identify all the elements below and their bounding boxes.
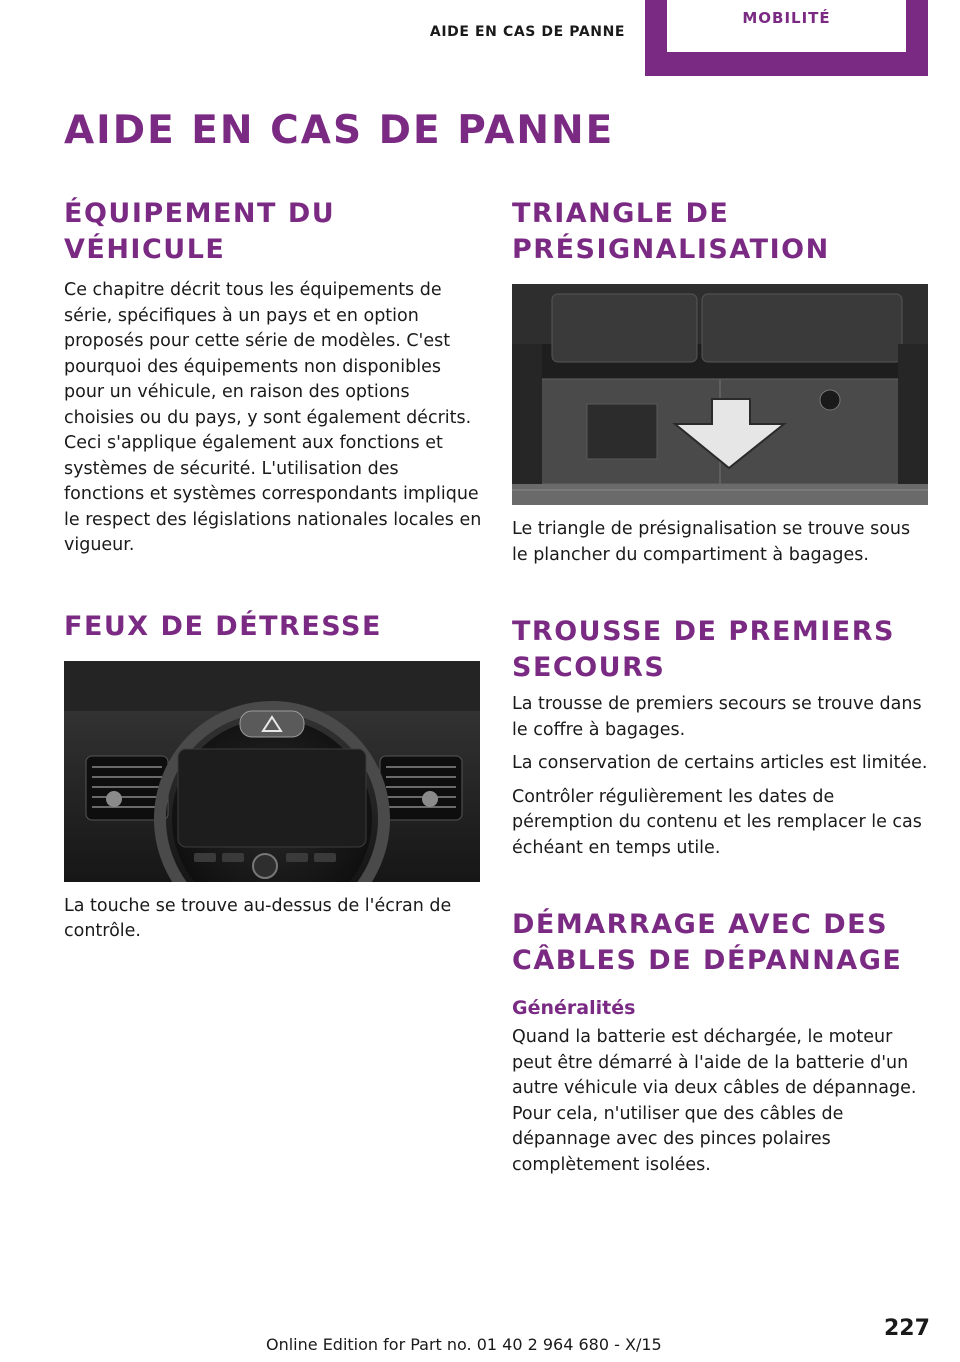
page-title: AIDE EN CAS DE PANNE (64, 108, 615, 153)
first-aid-paragraph-1: La trousse de premiers secours se trouve dans le coffre à bagages. (512, 694, 922, 740)
heading-first-aid-kit: TROUSSE DE PREMIERS SECOURS (512, 616, 895, 683)
page-number: 227 (884, 1316, 930, 1341)
right-column (512, 196, 930, 1178)
trunk-floor-arrow-image (512, 284, 928, 505)
equipment-body: Ce chapitre décrit tous les équipements de série, spécifiques à un pays et en option proposés pour cette série de modèles. C'est pourquoi des équipements non disponibles pour un véhicule, en raison des options choisies ou du pays, y sont également décrits. Ceci s'applique également aux fonctions et systèmes de sécurité. L'utilisation des fonctions et systèmes correspondants implique le respect des législations nationales locales en vigueur. (64, 280, 482, 555)
edition-footer: Online Edition for Part no. 01 40 2 964 680 - X/15 (266, 1335, 662, 1354)
chapter-tab (645, 0, 928, 76)
heading-warning-triangle: TRIANGLE DE PRÉSIGNALISATION (512, 198, 830, 265)
running-header-section: AIDE EN CAS DE PANNE (429, 24, 626, 40)
dashboard-hazard-button-image (64, 661, 480, 882)
left-column (64, 196, 482, 945)
first-aid-paragraph-3: Contrôler régulièrement les dates de péremption du contenu et les remplacer le cas échéant en temps utile. (512, 786, 922, 858)
heading-equipment: ÉQUIPEMENT DU VÉHICULE (64, 198, 336, 265)
heading-jump-start: DÉMARRAGE AVEC DES CÂBLES DE DÉPANNAGE (512, 909, 903, 976)
first-aid-paragraph-2: La conservation de certains articles est limitée. (512, 753, 928, 773)
chapter-tab-label: MOBILITÉ (742, 9, 831, 27)
heading-hazard-lights: FEUX DE DÉTRESSE (64, 610, 382, 642)
subheading-general: Généralités (512, 997, 636, 1019)
hazard-caption: La touche se trouve au-dessus de l'écran de contrôle. (64, 895, 452, 941)
jump-start-body: Quand la batterie est déchargée, le moteur peut être démarré à l'aide de la batterie d'un autre véhicule via deux câbles de dépannage. Pour cela, n'utiliser que des câbles de dépannage avec des pinces polaires complètement isolées. (512, 1027, 917, 1175)
triangle-caption: Le triangle de présignalisation se trouve sous le plancher du compartiment à bagages. (512, 519, 911, 565)
